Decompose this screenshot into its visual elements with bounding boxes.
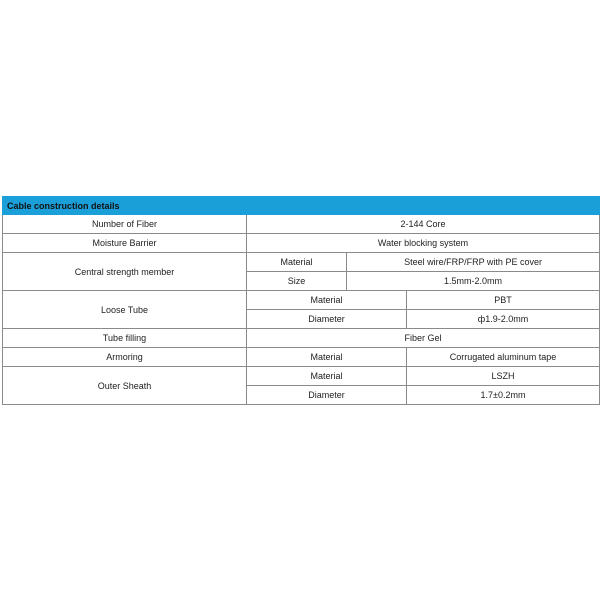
sub-value-outer-sheath-diameter: 1.7±0.2mm [407, 386, 600, 405]
row-value-moisture-barrier: Water blocking system [247, 234, 600, 253]
row-label-armoring: Armoring [3, 348, 247, 367]
sub-value-csm-size: 1.5mm-2.0mm [347, 272, 600, 291]
cable-construction-table [2, 196, 600, 405]
sub-value-armoring-material: Corrugated aluminum tape [407, 348, 600, 367]
sub-value-outer-sheath-material: LSZH [407, 367, 600, 386]
row-label-central-strength-member: Central strength member [3, 253, 247, 291]
table-row [3, 215, 600, 234]
sub-value-loose-tube-material: PBT [407, 291, 600, 310]
sub-label-loose-tube-diameter: Diameter [247, 310, 407, 329]
sub-value-csm-material: Steel wire/FRP/FRP with PE cover [347, 253, 600, 272]
row-label-loose-tube: Loose Tube [3, 291, 247, 329]
row-label-outer-sheath: Outer Sheath [3, 367, 247, 405]
table-row [3, 348, 600, 367]
table-row [3, 329, 600, 348]
table-row [3, 367, 600, 386]
row-value-tube-filling: Fiber Gel [247, 329, 600, 348]
row-label-number-of-fiber: Number of Fiber [3, 215, 247, 234]
table-header-row [3, 197, 600, 215]
table-title: Cable construction details [3, 197, 600, 215]
table-row [3, 253, 600, 272]
row-label-moisture-barrier: Moisture Barrier [3, 234, 247, 253]
row-label-tube-filling: Tube filling [3, 329, 247, 348]
sub-label-outer-sheath-diameter: Diameter [247, 386, 407, 405]
sub-label-csm-material: Material [247, 253, 347, 272]
table-row [3, 234, 600, 253]
sub-label-loose-tube-material: Material [247, 291, 407, 310]
row-value-number-of-fiber: 2-144 Core [247, 215, 600, 234]
sub-label-armoring-material: Material [247, 348, 407, 367]
sub-label-outer-sheath-material: Material [247, 367, 407, 386]
sub-label-csm-size: Size [247, 272, 347, 291]
sub-value-loose-tube-diameter: ф1.9-2.0mm [407, 310, 600, 329]
table-row [3, 291, 600, 310]
